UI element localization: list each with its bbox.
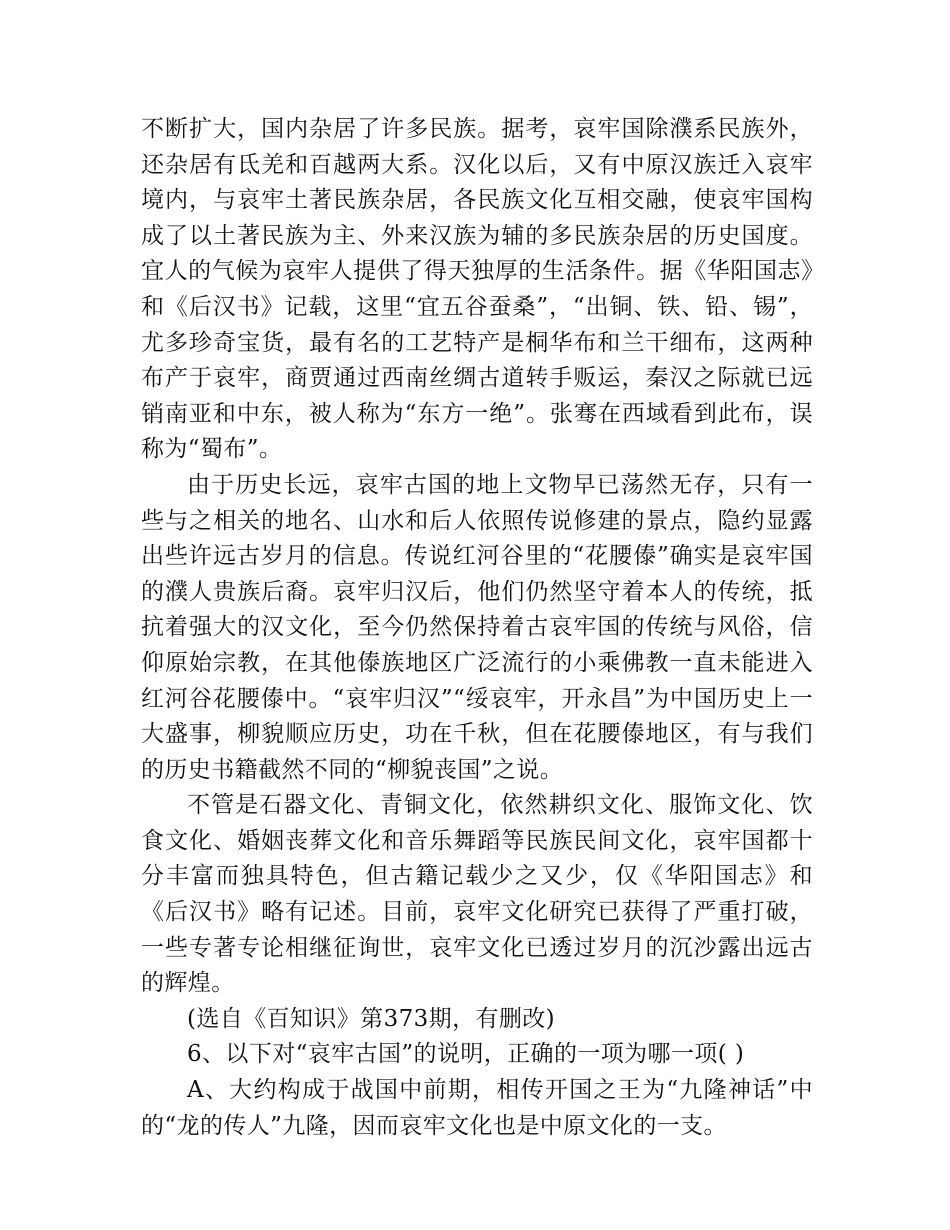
paragraph-2: 由于历史长远，哀牢古国的地上文物早已荡然无存，只有一些与之相关的地名、山水和后人依照传说修建的景点，隐约显露出些许远古岁月的信息。传说红河谷里的“花腰傣”确实是哀牢国的濮人贵族后裔。哀牢归汉后，他们仍然坚守着本人的传统，抵抗着强大的汉文化，至今仍然保持着古哀牢国的传统与风俗，信仰原始宗教，在其他傣族地区广泛流行的小乘佛教一直未能进入红河谷花腰傣中。“哀牢归汉”“绥哀牢，开永昌”为中国历史上一大盛事，柳貌顺应历史，功在千秋，但在花腰傣地区，有与我们的历史书籍截然不同的“柳貌丧国”之说。 bbox=[141, 471, 813, 783]
document-body bbox=[141, 112, 813, 1144]
option-a: A、大约构成于战国中前期，相传开国之王为“九隆神话”中的“龙的传人”九隆，因而哀牢文化也是中原文化的一支。 bbox=[141, 1077, 813, 1139]
paragraph-1: 不断扩大，国内杂居了许多民族。据考，哀牢国除濮系民族外，还杂居有氐羌和百越两大系。汉化以后，又有中原汉族迁入哀牢境内，与哀牢土著民族杂居，各民族文化互相交融，使哀牢国构成了以土著民族为主、外来汉族为辅的多民族杂居的历史国度。宜人的气候为哀牢人提供了得天独厚的生活条件。据《华阳国志》和《后汉书》记载，这里“宜五谷蚕桑”，“出铜、铁、铅、锡”，尤多珍奇宝货，最有名的工艺特产是桐华布和兰干细布，这两种布产于哀牢，商贾通过西南丝绸古道转手贩运，秦汉之际就已远销南亚和中东，被人称为“东方一绝”。张骞在西域看到此布，误称为“蜀布”。 bbox=[141, 116, 813, 463]
question-6: 6、以下对“哀牢古国”的说明，正确的一项为哪一项( ) bbox=[187, 1041, 745, 1068]
paragraph-3: 不管是石器文化、青铜文化，依然耕织文化、服饰文化、饮食文化、婚姻丧葬文化和音乐舞蹈等民族民间文化，哀牢国都十分丰富而独具特色，但古籍记载少之又少，仅《华阳国志》和《后汉书》略有记述。目前，哀牢文化研究已获得了严重打破，一些专著专论相继征询世，哀牢文化已透过岁月的沉沙露出远古的辉煌。 bbox=[141, 792, 813, 997]
source-citation: (选自《百知识》第373期，有删改) bbox=[187, 1005, 556, 1032]
